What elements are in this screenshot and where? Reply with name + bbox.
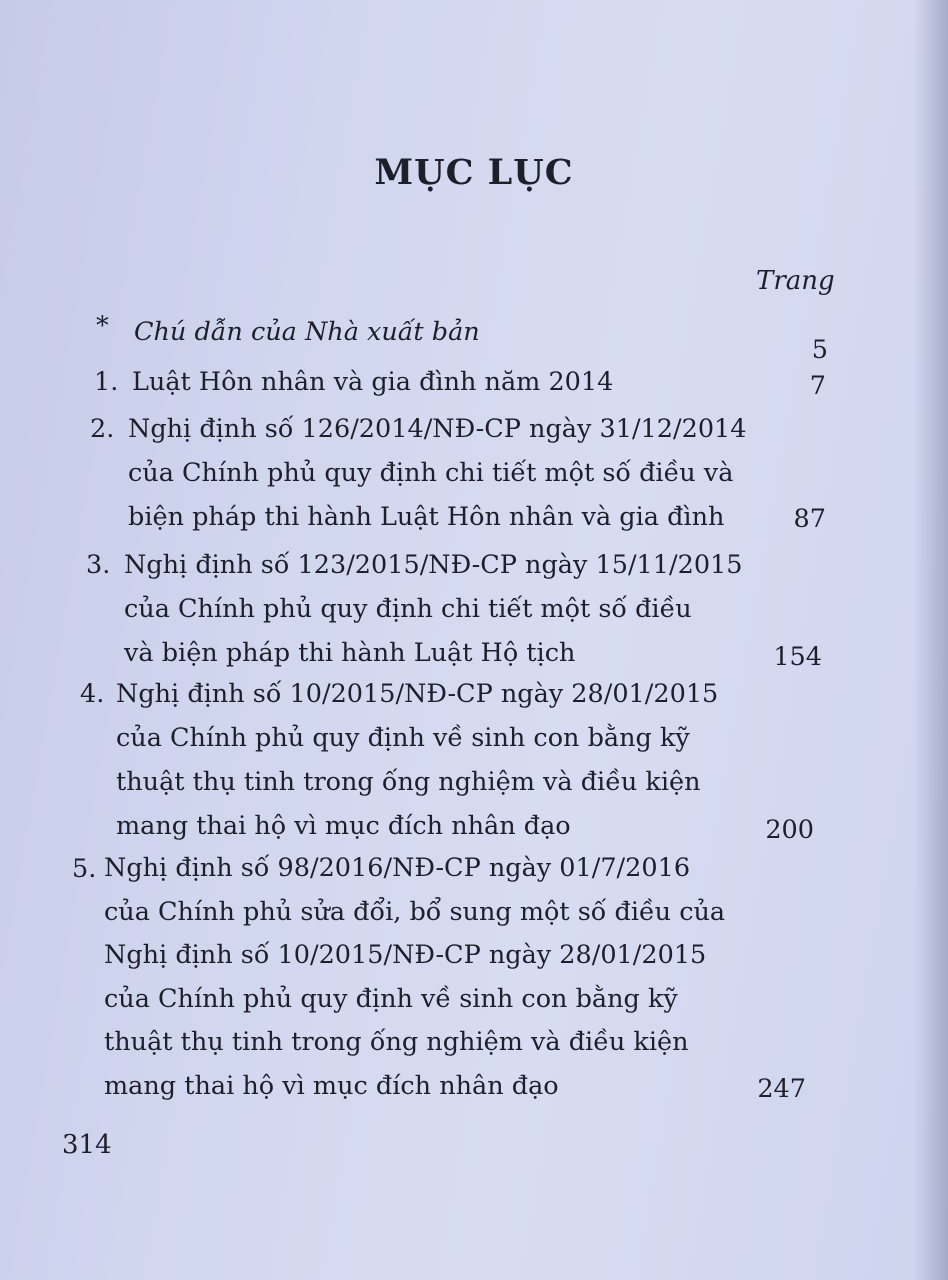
toc-entry-page: 7	[809, 371, 826, 401]
page-number: 314	[62, 1130, 112, 1160]
toc-entry-line: của Chính phủ sửa đổi, bổ sung một số điều của	[104, 896, 726, 927]
toc-entry-line: Nghị định số 126/2014/NĐ-CP ngày 31/12/2014	[128, 414, 747, 444]
show-through-texture	[110, 0, 850, 250]
toc-entry-4[interactable]	[80, 672, 840, 848]
toc-entry-page: 200	[765, 815, 814, 845]
toc-entry-5[interactable]	[72, 847, 842, 1111]
toc-entry-page: 247	[757, 1074, 806, 1104]
toc-entry-line: Nghị định số 123/2015/NĐ-CP ngày 15/11/2015	[124, 550, 743, 580]
toc-entry-line: mang thai hộ vì mục đích nhân đạo	[104, 1070, 559, 1101]
toc-entry-line: của Chính phủ quy định về sinh con bằng kỹ	[116, 723, 690, 753]
toc-entry-line: biện pháp thi hành Luật Hôn nhân và gia đình	[128, 502, 725, 532]
page-column-header: Trang	[756, 266, 835, 296]
toc-entry-line: Nghị định số 98/2016/NĐ-CP ngày 01/7/2016	[104, 853, 691, 883]
toc-entry-number: 2.	[90, 414, 115, 444]
toc-entry-line: mang thai hộ vì mục đích nhân đạo	[116, 811, 571, 841]
toc-entry-line: Nghị định số 10/2015/NĐ-CP ngày 28/01/2015	[116, 679, 719, 709]
toc-entry-line: thuật thụ tinh trong ống nghiệm và điều kiện	[116, 767, 701, 797]
toc-entry-page: 5	[811, 335, 828, 365]
toc-entry-intro[interactable]	[92, 310, 852, 365]
toc-entry-line: Luật Hôn nhân và gia đình năm 2014	[132, 367, 614, 397]
toc-entry-line: của Chính phủ quy định về sinh con bằng kỹ	[104, 983, 678, 1014]
toc-entry-line: thuật thụ tinh trong ống nghiệm và điều kiện	[104, 1027, 689, 1057]
toc-entry-page: 154	[773, 642, 822, 672]
page-title: MỤC LỤC	[374, 152, 574, 193]
toc-entry-number: 4.	[80, 679, 105, 709]
toc-entry-number: *	[96, 311, 109, 341]
toc-entry-page: 87	[793, 504, 826, 534]
toc-entry-3[interactable]	[86, 543, 846, 675]
toc-entry-line: Chú dẫn của Nhà xuất bản	[134, 317, 480, 347]
toc-entry-2[interactable]	[90, 407, 850, 539]
toc-entry-1[interactable]	[94, 360, 854, 404]
toc-entry-number: 5.	[72, 854, 97, 884]
toc-entry-line: Nghị định số 10/2015/NĐ-CP ngày 28/01/2015	[104, 940, 707, 970]
toc-entry-line: và biện pháp thi hành Luật Hộ tịch	[124, 638, 576, 668]
toc-entry-line: của Chính phủ quy định chi tiết một số điều và	[128, 458, 734, 488]
toc-entry-line: của Chính phủ quy định chi tiết một số điều	[124, 594, 692, 624]
toc-entry-number: 3.	[86, 550, 111, 580]
toc-entry-number: 1.	[94, 367, 119, 397]
